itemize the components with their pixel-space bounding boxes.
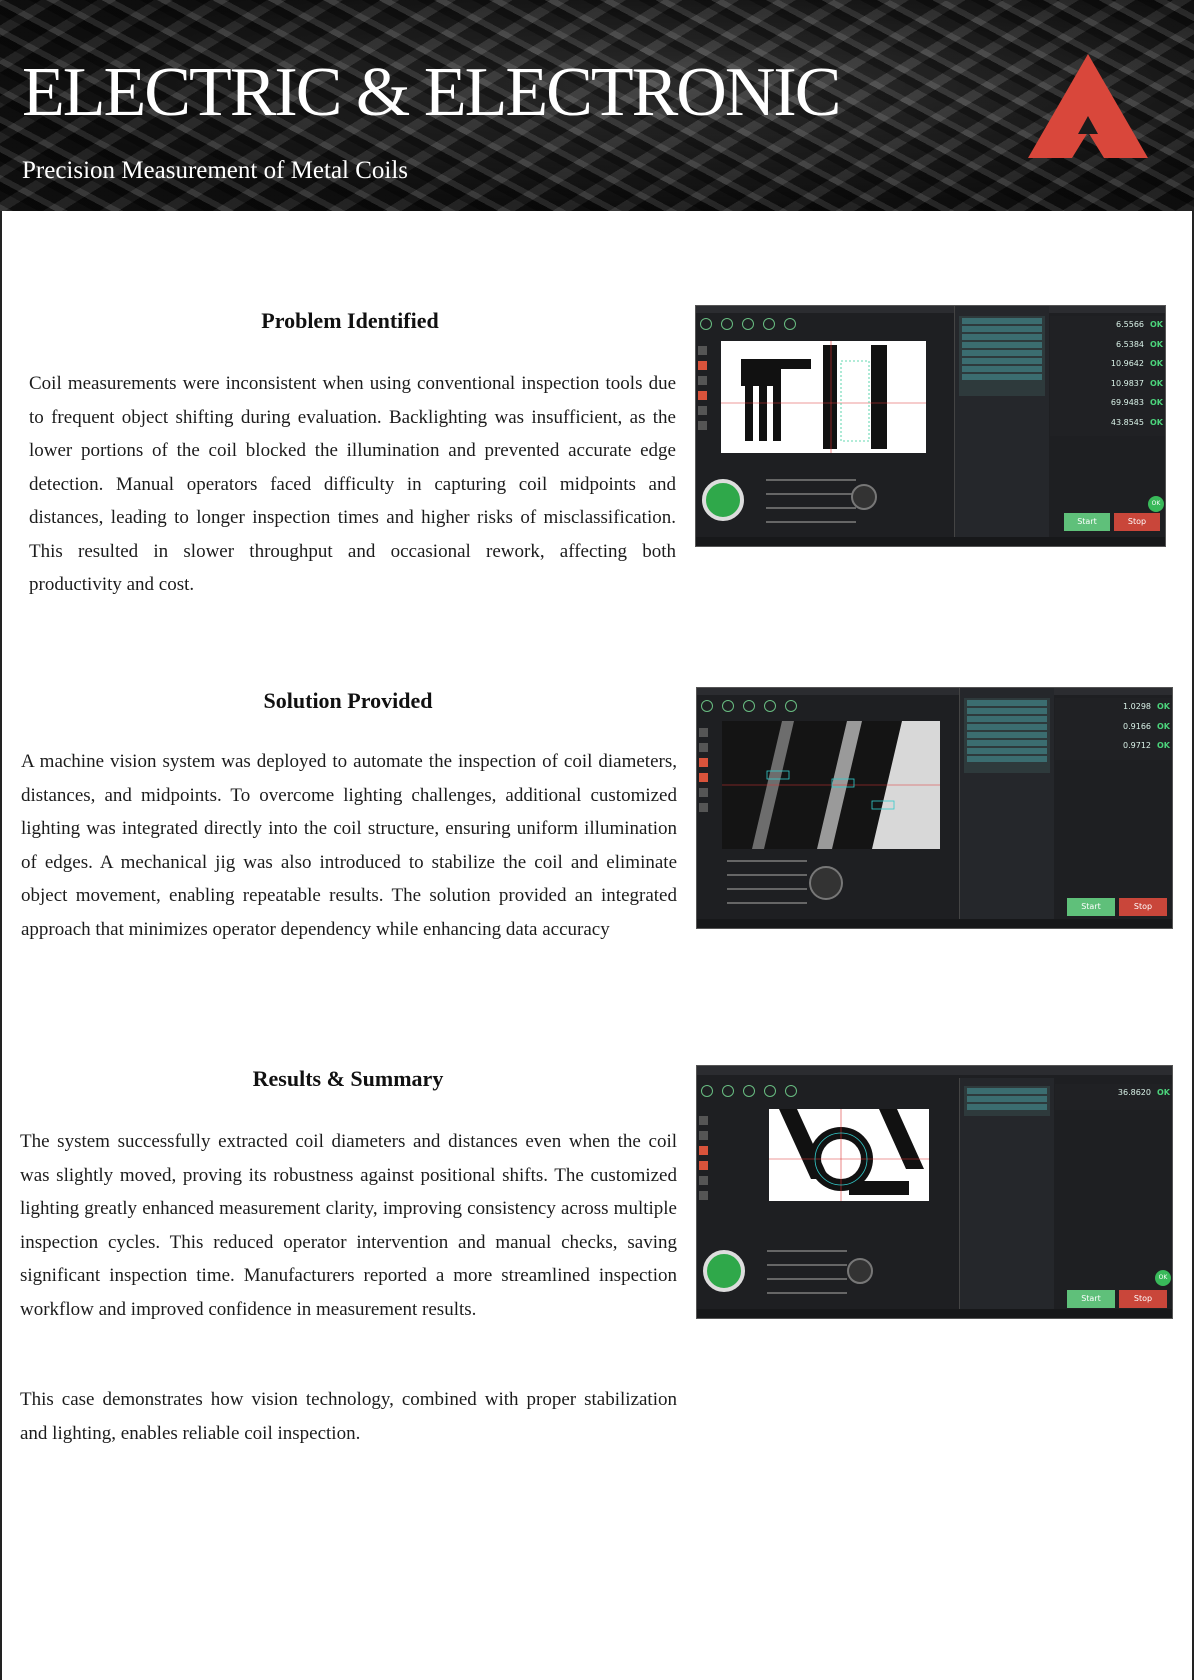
software-screenshot-results xyxy=(696,1065,1173,1319)
start-button: Start xyxy=(1067,898,1115,916)
ok-status: OK xyxy=(1150,417,1163,427)
overall-ok-indicator: OK xyxy=(1148,496,1164,512)
stage-control-dpad xyxy=(851,484,877,510)
section-text-solution: A machine vision system was deployed to automate the inspection of coil diameters, distances, and midpoints. To overcome lighting challenges, additional customized lighting was integrated directly into the coil structure, ensuring uniform illumination of edges. A mechanical jig was also introduced to stabilize the coil and eliminate object movement, enabling repeatable results. The solution provided an integrated approach that minimizes operator dependency while enhancing data accuracy xyxy=(21,751,677,940)
light-knob xyxy=(703,1250,745,1292)
output-panel xyxy=(1055,1084,1173,1110)
stage-control-dpad xyxy=(809,866,843,900)
section-text-problem: Coil measurements were inconsistent when using conventional inspection tools due to frequent object shifting during evaluation. Backlighting was insufficient, as the lower portions of the coil blocked the illumination and prevented accurate edge detection. Manual operators faced difficulty in capturing coil midpoints and distances, leading to longer inspection times and higher risks of misclassification. This resulted in slower throughput and occasional rework, affecting both productivity and cost. xyxy=(29,373,676,595)
page-border-left xyxy=(0,211,2,1680)
ok-status: OK xyxy=(1150,398,1163,407)
ok-status: OK xyxy=(1157,721,1170,731)
page-subtitle: Precision Measurement of Metal Coils xyxy=(22,157,409,184)
overall-ok-indicator: OK xyxy=(1155,1270,1171,1286)
start-button: Start xyxy=(1064,513,1110,531)
ok-status: OK xyxy=(1157,1088,1170,1097)
ok-status: OK xyxy=(1150,378,1163,388)
coil-image-viewer xyxy=(721,341,926,453)
section-heading-solution: Solution Provided xyxy=(263,688,433,713)
toolbar-icons xyxy=(701,697,831,717)
output-value: 0.9712 xyxy=(1123,741,1151,750)
toolbar-icons xyxy=(701,1082,831,1102)
output-value: 36.8620 xyxy=(1117,1088,1151,1097)
software-screenshot-solution xyxy=(696,687,1173,929)
section-text-conclusion: This case demonstrates how vision technology, combined with proper stabilization and lighting, enables reliable coil inspection. xyxy=(20,1389,677,1444)
header-banner xyxy=(0,0,1194,211)
output-value: 10.9642 xyxy=(1110,359,1144,368)
stop-button: Stop xyxy=(1119,1290,1167,1308)
ok-status: OK xyxy=(1150,339,1163,349)
software-screenshot-problem xyxy=(695,305,1166,547)
stop-button: Stop xyxy=(1114,513,1160,531)
stage-control-dpad xyxy=(847,1258,873,1284)
output-value: 0.9166 xyxy=(1123,721,1151,731)
ok-status: OK xyxy=(1157,702,1170,711)
section-heading-problem: Problem Identified xyxy=(261,308,439,333)
ok-status: OK xyxy=(1157,741,1170,750)
output-value: 1.0298 xyxy=(1123,702,1151,711)
light-knob xyxy=(702,479,744,521)
ok-status: OK xyxy=(1150,359,1163,368)
start-button: Start xyxy=(1067,1290,1115,1308)
output-value: 6.5566 xyxy=(1116,320,1144,329)
output-panel xyxy=(1055,698,1173,760)
output-value: 43.8545 xyxy=(1110,417,1144,427)
ok-status: OK xyxy=(1150,320,1163,329)
stop-button: Stop xyxy=(1119,898,1167,916)
output-value: 69.9483 xyxy=(1110,398,1144,407)
output-panel xyxy=(1050,316,1166,436)
company-logo-icon xyxy=(1028,54,1148,158)
coil-image-viewer xyxy=(769,1109,929,1201)
section-heading-results: Results & Summary xyxy=(252,1066,444,1091)
toolbar-icons xyxy=(700,315,830,335)
section-text-results: The system successfully extracted coil diameters and distances even when the coil was slightly moved, proving its robustness against positional shifts. The customized lighting greatly enhanced measurement clarity, improving consistency across multiple inspection cycles. This reduced operator intervention and manual checks, saving significant inspection time. Manufacturers reported a more streamlined inspection workflow and improved confidence in measurement results. xyxy=(20,1131,677,1320)
coil-image-viewer xyxy=(722,721,940,849)
output-value: 6.5384 xyxy=(1116,339,1144,349)
output-value: 10.9837 xyxy=(1110,378,1144,388)
page-title: ELECTRIC & ELECTRONIC xyxy=(22,54,840,131)
